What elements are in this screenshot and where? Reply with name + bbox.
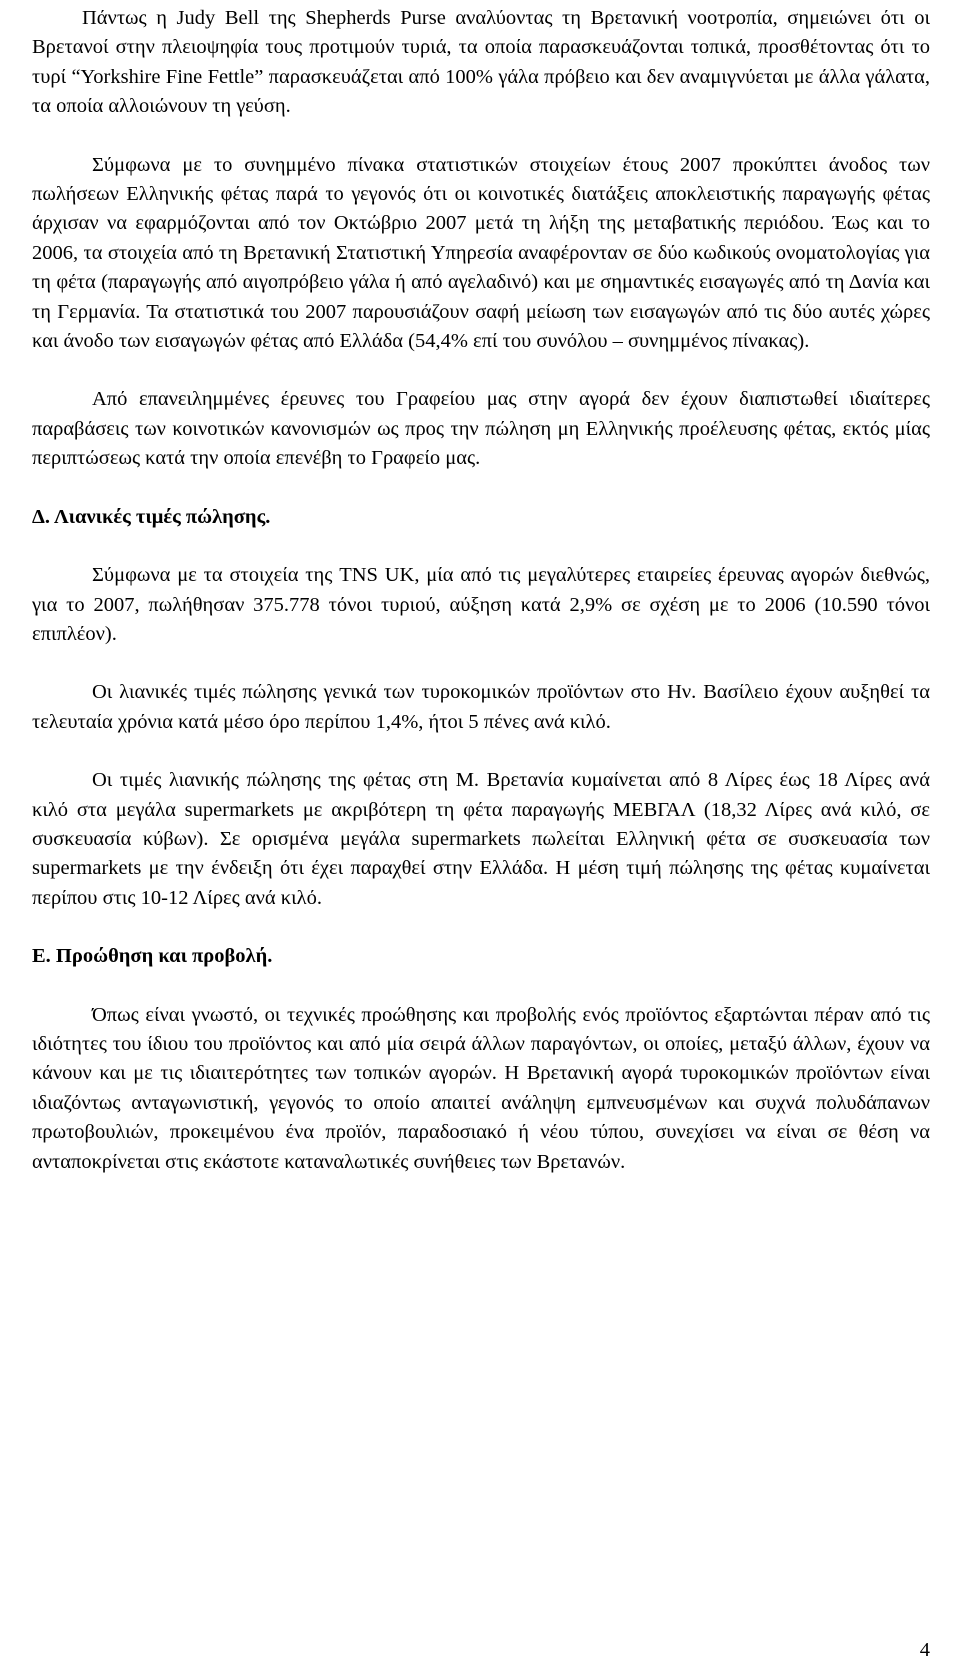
document-page bbox=[32, 4, 930, 1177]
heading-promotion: Ε. Προώθηση και προβολή. bbox=[32, 945, 273, 968]
paragraph-statistics-2007: Σύμφωνα με το συνημμένο πίνακα στατιστικών στοιχείων έτους 2007 προκύπτει άνοδος των πωλήσεων Ελληνικής φέτας παρά το γεγονός ότι οι κοινοτικές διατάξεις αποκλειστικής παραγωγής φέτας άρχισαν να εφαρμόζονται από τον Οκτώβριο 2007 μετά τη λήξη της μεταβατικής περιόδου. Έως και το 2006, τα στοιχεία από τη Βρετανική Στατιστική Υπηρεσία αναφέρονταν σε δύο κωδικούς ονοματολογίας για τη φέτα (παραγωγής από αιγοπρόβειο γάλα ή από αγελαδινό) και με σημαντικές εισαγωγές από τη Δανία και τη Γερμανία. Τα στατιστικά του 2007 παρουσιάζουν σαφή μείωση των εισαγωγών από τις δύο αυτές χώρες και άνοδο των εισαγωγών φέτας από Ελλάδα (54,4% επί του συνόλου – συνημμένος πίνακας). bbox=[32, 153, 930, 353]
paragraph-market-research: Από επανειλημμένες έρευνες του Γραφείου μας στην αγορά δεν έχουν διαπιστωθεί ιδιαίτερες παραβάσεις των κοινοτικών κανονισμών ως προς την πώληση μη Ελληνικής προέλευσης φέτας, εκτός μίας περιπτώσεως κατά την οποία επενέβη το Γραφείο μας. bbox=[32, 388, 930, 470]
page-number: 4 bbox=[919, 1639, 930, 1661]
paragraph-retail-increase: Οι λιανικές τιμές πώλησης γενικά των τυροκομικών προϊόντων στο Ην. Βασίλειο έχουν αυξηθεί τα τελευταία χρόνια κατά μέσο όρο περίπου 1,4%, ήτοι 5 πένες ανά κιλό. bbox=[32, 681, 930, 733]
paragraph-feta-prices: Οι τιμές λιανικής πώλησης της φέτας στη Μ. Βρετανία κυμαίνεται από 8 Λίρες έως 18 Λίρες ανά κιλό στα μεγάλα supermarkets με ακριβότερη τη φέτα παραγωγής ΜΕΒΓΑΛ (18,32 Λίρες ανά κιλό, σε συσκευασία κύβων). Σε ορισμένα μεγάλα supermarkets πωλείται Ελληνική φέτα σε συσκευασία των supermarkets με την ένδειξη ότι έχει παραχθεί στην Ελλάδα. Η μέση τιμή πώλησης της φέτας κυμαίνεται περίπου στις 10-12 Λίρες ανά κιλό. bbox=[32, 769, 930, 909]
paragraph-promotion-techniques: Όπως είναι γνωστό, οι τεχνικές προώθησης και προβολής ενός προϊόντος εξαρτώνται πέραν από τις ιδιότητες του ίδιου του προϊόντος και από μία σειρά άλλων παραγόντων, οι οποίες, μεταξύ άλλων, έχουν να κάνουν και με τις ιδιαιτερότητες των τοπικών αγορών. Η Βρετανική αγορά τυροκομικών προϊόντων είναι ιδιαζόντως ανταγωνιστική, γεγονός το οποίο απαιτεί ανάληψη εμπνευσμένων και συχνά πολυδάπανων πρωτοβουλιών, προκειμένου ένα προϊόν, παραδοσιακό ή νέου τύπου, συνεχίσει να είναι σε θέση να ανταποκρίνεται στις εκάστοτε καταναλωτικές συνήθειες των Βρετανών. bbox=[32, 1003, 930, 1173]
heading-retail-prices: Δ. Λιανικές τιμές πώλησης. bbox=[32, 505, 271, 528]
paragraph-tns-uk: Σύμφωνα με τα στοιχεία της TNS UK, μία από τις μεγαλύτερες εταιρείες έρευνας αγορών διεθνώς, για το 2007, πωλήθησαν 375.778 τόνοι τυριού, αύξηση κατά 2,9% σε σχέση με το 2006 (10.590 τόνοι επιπλέον). bbox=[32, 564, 930, 645]
paragraph-judy-bell: Πάντως η Judy Bell της Shepherds Purse αναλύοντας τη Βρετανική νοοτροπία, σημειώνει ότι οι Βρετανοί στην πλειοψηφία τους προτιμούν τυριά, τα οποία παρασκευάζονται τοπικά, προσθέτοντας ότι το τυρί “Yorkshire Fine Fettle” παρασκευάζεται από 100% γάλα πρόβειο και δεν αναμιγνύεται με άλλα γάλατα, τα οποία αλλοιώνουν τη γεύση. bbox=[32, 7, 930, 118]
